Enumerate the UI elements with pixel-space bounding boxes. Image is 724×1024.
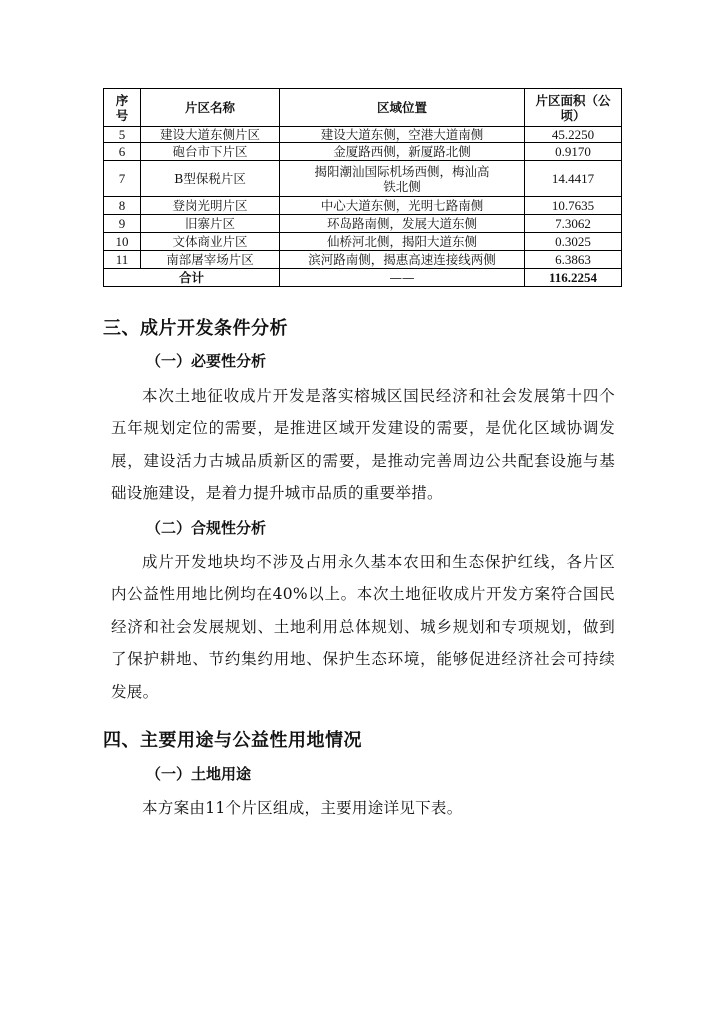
row-name: 文体商业片区 bbox=[141, 233, 280, 251]
row-no: 8 bbox=[104, 197, 141, 215]
row-area: 10.7635 bbox=[525, 197, 622, 215]
row-location: 环岛路南侧，发展大道东侧 bbox=[280, 215, 525, 233]
table-row bbox=[104, 127, 622, 143]
row-no: 5 bbox=[104, 127, 141, 143]
row-location: 揭阳潮汕国际机场西侧，梅汕高铁北侧 bbox=[280, 161, 525, 197]
row-name: 南部屠宰场片区 bbox=[141, 251, 280, 269]
section-3-heading: 三、成片开发条件分析 bbox=[103, 318, 288, 339]
section-4-1-heading: （一）土地用途 bbox=[146, 765, 252, 783]
row-area: 6.3863 bbox=[525, 251, 622, 269]
table-row bbox=[104, 215, 622, 233]
row-location: 建设大道东侧，空港大道南侧 bbox=[280, 127, 525, 143]
row-name: 旧寨片区 bbox=[141, 215, 280, 233]
row-no: 11 bbox=[104, 251, 141, 269]
row-area: 0.9170 bbox=[525, 143, 622, 161]
row-name: B型保税片区 bbox=[141, 161, 280, 197]
table-total-row bbox=[104, 269, 622, 287]
row-no: 10 bbox=[104, 233, 141, 251]
row-no: 6 bbox=[104, 143, 141, 161]
header-seq: 序号 bbox=[104, 89, 141, 127]
land-use-paragraph: 本方案由11个片区组成，主要用途详见下表。 bbox=[142, 799, 463, 817]
total-area: 116.2254 bbox=[525, 269, 622, 287]
compliance-paragraph: 成片开发地块均不涉及占用永久基本农田和生态保护红线，各片区内公益性用地比例均在40%以上。本次土地征收成片开发方案符合国民经济和社会发展规划、土地利用总体规划、城乡规划和专项规划，做到了保护耕地、节约集约用地、保护生态环境，能够促进经济社会可持续发展。 bbox=[111, 553, 615, 701]
section-3-1-heading: （一）必要性分析 bbox=[146, 352, 267, 370]
section-3-2-heading: （二）合规性分析 bbox=[146, 519, 267, 537]
row-location: 仙桥河北侧，揭阳大道东侧 bbox=[280, 233, 525, 251]
row-area: 14.4417 bbox=[525, 161, 622, 197]
total-label: 合计 bbox=[104, 269, 280, 287]
row-location: 金厦路西侧，新厦路北侧 bbox=[280, 143, 525, 161]
table-row bbox=[104, 251, 622, 269]
necessity-paragraph: 本次土地征收成片开发是落实榕城区国民经济和社会发展第十四个五年规划定位的需要，是推进区域开发建设的需要，是优化区域协调发展，建设活力古城品质新区的需要，是推动完善周边公共配套设施与基础设施建设，是着力提升城市品质的重要举措。 bbox=[111, 387, 615, 503]
row-area: 7.3062 bbox=[525, 215, 622, 233]
row-area: 0.3025 bbox=[525, 233, 622, 251]
area-table bbox=[103, 88, 622, 287]
table-row bbox=[104, 197, 622, 215]
section-4-heading: 四、主要用途与公益性用地情况 bbox=[103, 730, 362, 751]
header-area: 片区面积（公顷） bbox=[525, 89, 622, 127]
row-location: 中心大道东侧，光明七路南侧 bbox=[280, 197, 525, 215]
table-row bbox=[104, 161, 622, 197]
row-location: 滨河路南侧，揭惠高速连接线两侧 bbox=[280, 251, 525, 269]
row-name: 登岗光明片区 bbox=[141, 197, 280, 215]
table-row bbox=[104, 143, 622, 161]
header-location: 区域位置 bbox=[280, 89, 525, 127]
row-name: 建设大道东侧片区 bbox=[141, 127, 280, 143]
table-header-row bbox=[104, 89, 622, 127]
row-no: 7 bbox=[104, 161, 141, 197]
table-row bbox=[104, 233, 622, 251]
row-no: 9 bbox=[104, 215, 141, 233]
row-name: 砲台市下片区 bbox=[141, 143, 280, 161]
row-area: 45.2250 bbox=[525, 127, 622, 143]
header-name: 片区名称 bbox=[141, 89, 280, 127]
total-location: —— bbox=[280, 269, 525, 287]
